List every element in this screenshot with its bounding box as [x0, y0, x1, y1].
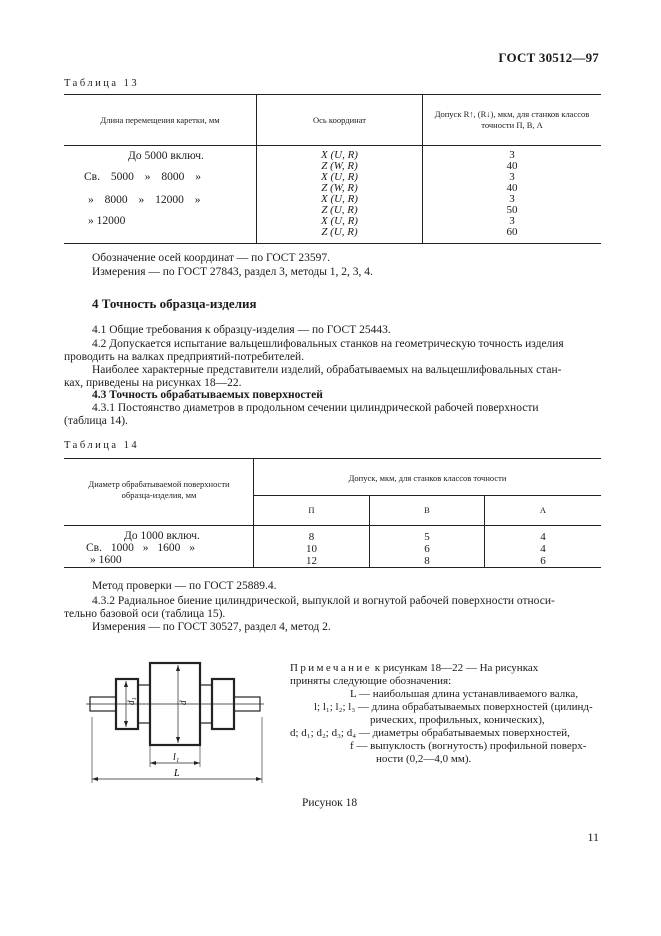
label-l1: l₁: [173, 752, 180, 763]
value-cell: 40: [506, 160, 518, 172]
table-14-class-b: В: [424, 505, 430, 515]
axis-cell: Z (U, R): [321, 204, 358, 216]
table-14-diameter-row: Св. 1000 » 1600 »: [86, 542, 195, 554]
heading-4-3: 4.3 Точность обрабатываемых поверхностей: [92, 389, 323, 401]
note-line: d; d₁; d₂; d₃; d₄ — диаметры обрабатываемых поверхностей,: [290, 727, 570, 739]
standard-header: ГОСТ 30512—97: [498, 50, 599, 65]
note-axes: Обозначение осей координат — по ГОСТ 23597.: [92, 252, 330, 264]
value-cell: 12: [306, 555, 317, 567]
measurements-4-3-2: Измерения — по ГОСТ 30527, раздел 4, метод 2.: [92, 621, 331, 633]
value-cell: 8: [424, 555, 430, 567]
axis-cell: X (U, R): [321, 171, 358, 183]
table-14-diameter-row: » 1600: [90, 554, 122, 566]
paragraph-4-2-examples: Наиболее характерные представители изделий, обрабатываемых на вальцешлифовальных стан-: [92, 364, 562, 376]
table-13-length-row: » 8000 » 12000 »: [88, 194, 201, 206]
value-cell: 6: [540, 555, 546, 567]
roll-drawing: [86, 655, 276, 785]
table-14-col-p-values: [254, 531, 369, 567]
axis-cell: X (U, R): [321, 193, 358, 205]
value-cell: 3: [509, 149, 515, 161]
axis-cell: X (U, R): [321, 149, 358, 161]
axis-cell: Z (W, R): [321, 182, 358, 194]
note-line: L — наибольшая длина устанавливаемого валка,: [350, 688, 579, 700]
page-number: 11: [587, 830, 599, 844]
value-cell: 4: [540, 531, 546, 543]
value-cell: 3: [509, 193, 515, 205]
note-measurements: Измерения — по ГОСТ 27843, раздел 3, методы 1, 2, 3, 4.: [92, 266, 373, 278]
table-14-class-a: А: [539, 505, 547, 515]
paragraph-4-3-1-cont: (таблица 14).: [64, 415, 128, 427]
value-cell: 3: [509, 171, 515, 183]
note-lead-rest: к рисункам 18—22 — На рисунках: [371, 662, 539, 674]
table-14-col-a-values: [485, 531, 601, 567]
method-check: Метод проверки — по ГОСТ 25889.4.: [92, 580, 277, 592]
table-13-col-length: Длина перемещения каретки, мм: [100, 115, 220, 125]
value-cell: 40: [506, 182, 518, 194]
table-13-col-tolerance: Допуск R↑, (R↓), мкм, для станков классов точности П, В, А: [434, 109, 590, 130]
figure-note: [290, 662, 602, 766]
value-cell: 5: [424, 531, 430, 543]
table-13-length-row: Св. 5000 » 8000 »: [84, 171, 201, 183]
table-14: [64, 458, 601, 568]
figure-18-caption: Рисунок 18: [302, 797, 358, 809]
value-cell: 60: [506, 226, 518, 238]
table-14-class-p: П: [308, 505, 315, 515]
table-13-length-row: » 12000: [88, 215, 126, 227]
table-14-col-tolerance: Допуск, мкм, для станков классов точности: [348, 473, 507, 483]
note-line: l; l₁; l₂; l₃ — длина обрабатываемых поверхностей (цилинд-: [314, 701, 593, 713]
note-line: рических, профильных, конических),: [370, 714, 545, 726]
table-13-caption: Таблица 13: [64, 78, 140, 89]
table-14-col-b-values: [370, 531, 484, 567]
value-cell: 3: [509, 215, 515, 227]
paragraph-4-3-2: 4.3.2 Радиальное биение цилиндрической, выпуклой и вогнутой рабочей поверхности относи-: [92, 595, 555, 607]
value-cell: 50: [506, 204, 518, 216]
value-cell: 6: [424, 543, 430, 555]
section-4-title: 4 Точность образца-изделия: [92, 296, 257, 311]
table-13-axes: [257, 150, 422, 238]
note-line: ности (0,2—4,0 мм).: [376, 753, 472, 765]
table-14-caption: Таблица 14: [64, 440, 140, 451]
paragraph-4-2: 4.2 Допускается испытание вальцешлифовальных станков на геометрическую точность изделия: [92, 338, 564, 350]
note-line: приняты следующие обозначения:: [290, 675, 452, 687]
value-cell: 10: [306, 543, 317, 555]
note-lead: Примечание: [290, 662, 372, 674]
value-cell: 8: [308, 531, 315, 543]
paragraph-4-1: 4.1 Общие требования к образцу-изделия — по ГОСТ 25443.: [92, 324, 391, 336]
table-14-col-diameter: Диаметр обрабатываемой поверхности образца-изделия, мм: [88, 479, 230, 500]
label-d1: d₁: [126, 697, 136, 705]
note-line: f — выпуклость (вогнутость) профильной поверх-: [350, 740, 587, 752]
paragraph-4-3-1: 4.3.1 Постоянство диаметров в продольном сечении цилиндрической рабочей поверхности: [92, 402, 539, 414]
paragraph-4-3-2-cont: тельно базовой оси (таблица 15).: [64, 608, 226, 620]
paragraph-4-2-figures: ках, приведены на рисунках 18—22.: [64, 377, 242, 389]
label-d: d: [178, 700, 188, 705]
table-13-col-axis: Ось координат: [313, 115, 366, 125]
table-13-length-row: До 5000 включ.: [128, 150, 204, 162]
paragraph-4-2-cont: проводить на валках предприятий-потребителей.: [64, 351, 305, 363]
axis-cell: X (U, R): [321, 215, 358, 227]
axis-cell: Z (U, R): [321, 226, 358, 238]
value-cell: 4: [540, 543, 546, 555]
table-13: [64, 94, 601, 244]
table-14-diameter-row: До 1000 включ.: [124, 530, 200, 542]
axis-cell: Z (W, R): [321, 160, 358, 172]
table-13-values: [423, 150, 601, 238]
label-L: L: [174, 768, 180, 779]
